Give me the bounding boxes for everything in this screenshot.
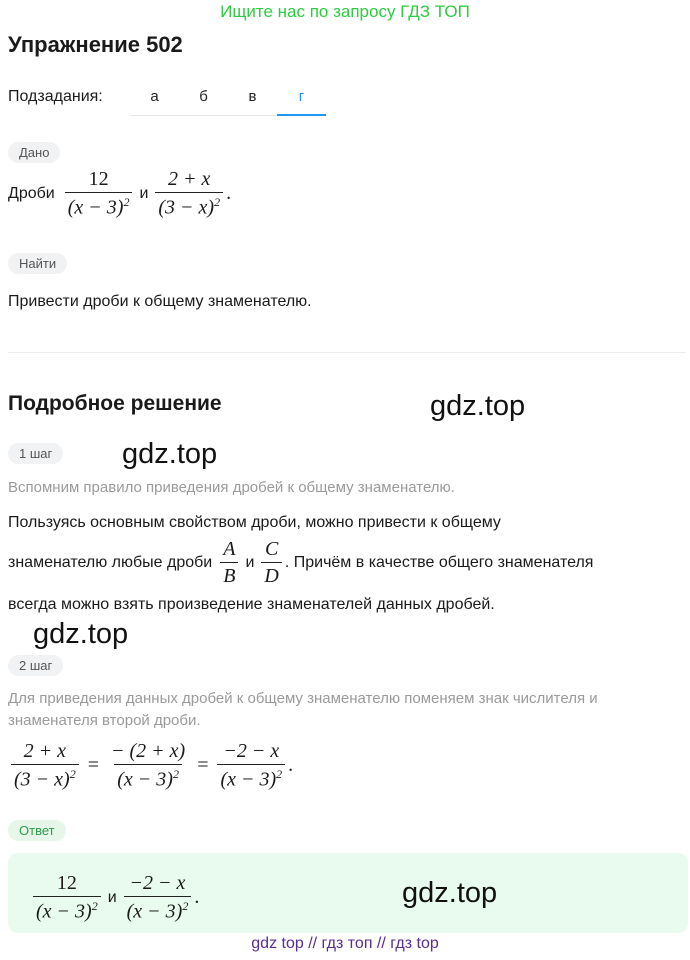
fraction-numerator: −2 − x bbox=[129, 872, 186, 894]
given-badge bbox=[8, 142, 60, 163]
given-fraction-2 bbox=[155, 168, 223, 220]
fraction-denominator: $(x - 3)^2$ bbox=[124, 896, 192, 924]
fraction-denominator: $(3 - x)^2$ bbox=[155, 192, 223, 220]
step1-badge bbox=[8, 443, 63, 464]
step1-label: 1 шаг bbox=[8, 443, 63, 464]
given-fraction-1 bbox=[65, 168, 133, 220]
fraction-c-d bbox=[261, 538, 281, 588]
find-label: Найти bbox=[8, 253, 67, 274]
answer-badge bbox=[8, 820, 66, 841]
watermark: gdz.top bbox=[122, 438, 218, 470]
fraction-numerator: 12 bbox=[56, 872, 77, 894]
answer-label: Ответ bbox=[8, 820, 66, 841]
answer-fraction-1 bbox=[33, 872, 101, 924]
tab-a[interactable]: а bbox=[130, 78, 179, 116]
tab-g[interactable]: г bbox=[277, 78, 326, 116]
fraction-denominator: $(3 - x)^2$ bbox=[11, 764, 79, 792]
fraction-denominator: $(x - 3)^2$ bbox=[114, 764, 182, 792]
answer-and: и bbox=[107, 888, 117, 906]
equals-sign: = bbox=[197, 754, 209, 777]
find-text: Привести дроби к общему знаменателю. bbox=[8, 293, 312, 310]
fraction-numerator: C bbox=[264, 538, 279, 560]
tab-b[interactable]: б bbox=[179, 78, 228, 116]
given-statement bbox=[8, 168, 231, 220]
answer-end: . bbox=[194, 886, 200, 909]
step1-line2 bbox=[8, 538, 593, 588]
fraction-denominator: D bbox=[261, 562, 281, 588]
tab-v[interactable]: в bbox=[228, 78, 277, 116]
solution-title: Подробное решение bbox=[8, 392, 222, 415]
step2-equation bbox=[8, 740, 293, 792]
answer-fraction-2 bbox=[124, 872, 192, 924]
fraction-numerator: 12 bbox=[88, 168, 109, 190]
step1-line1: Пользуясь основным свойством дроби, можно привести к общему bbox=[8, 514, 501, 531]
fraction-denominator: $(x - 3)^2$ bbox=[33, 896, 101, 924]
fraction-denominator: B bbox=[220, 562, 238, 588]
given-end: . bbox=[226, 182, 232, 205]
given-label: Дано bbox=[8, 142, 60, 163]
fraction-numerator: −2 − x bbox=[223, 740, 280, 762]
watermark: gdz.top bbox=[33, 618, 129, 650]
fraction-numerator: 2 + x bbox=[23, 740, 67, 762]
equals-sign: = bbox=[87, 754, 99, 777]
watermark: gdz.top bbox=[430, 390, 526, 422]
promo-banner: Ищите нас по запросу ГДЗ ТОП bbox=[220, 2, 470, 21]
equation-fraction-1 bbox=[11, 740, 79, 792]
subtasks-label: Подзадания: bbox=[8, 88, 103, 105]
divider bbox=[8, 352, 686, 353]
step1-line2b: . Причём в качестве общего знаменателя bbox=[284, 554, 594, 571]
step1-line3: всегда можно взять произведение знаменателей данных дробей. bbox=[8, 596, 495, 613]
step1-and: и bbox=[245, 554, 255, 571]
find-badge bbox=[8, 253, 67, 274]
equation-fraction-3 bbox=[217, 740, 285, 792]
step2-badge bbox=[8, 655, 63, 676]
page-title: Упражнение 502 bbox=[8, 32, 183, 57]
subtask-tabs bbox=[130, 78, 326, 116]
watermark: gdz.top bbox=[402, 877, 498, 909]
step1-hint: Вспомним правило приведения дробей к общему знаменателю. bbox=[8, 479, 455, 496]
given-and: и bbox=[139, 184, 149, 202]
fraction-a-b bbox=[220, 538, 238, 588]
answer-content bbox=[30, 872, 199, 924]
fraction-denominator: $(x - 3)^2$ bbox=[217, 764, 285, 792]
step2-label: 2 шаг bbox=[8, 655, 63, 676]
equation-end: . bbox=[288, 754, 294, 777]
fraction-numerator: − (2 + x) bbox=[110, 740, 186, 762]
footer-links[interactable]: gdz top // гдз топ // гдз top bbox=[251, 935, 439, 952]
step1-line2a: знаменателю любые дроби bbox=[8, 554, 213, 571]
fraction-numerator: A bbox=[223, 538, 236, 560]
equation-fraction-2 bbox=[108, 740, 188, 792]
fraction-denominator: $(x - 3)^2$ bbox=[65, 192, 133, 220]
fraction-numerator: 2 + x bbox=[168, 168, 211, 190]
step2-hint: Для приведения данных дробей к общему знаменателю поменяем знак числителя и знаменателя второй дроби. bbox=[8, 690, 598, 729]
given-prefix: Дроби bbox=[8, 184, 55, 202]
